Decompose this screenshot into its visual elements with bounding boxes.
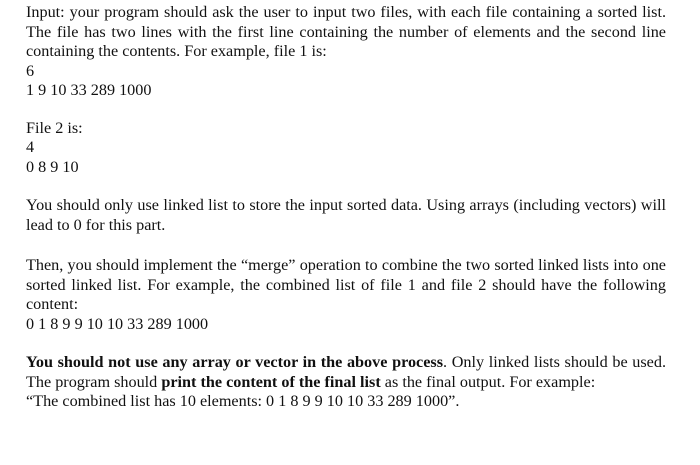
input-instructions: Input: your program should ask the user to input two files, with each file containing a sorted list. The file has two lines with the first line containing the number of elements and the second line containing the contents. For example, file 1 is: — [26, 3, 666, 60]
file1-count: 6 — [26, 61, 35, 80]
linked-list-requirement: You should only use linked list to store the input sorted data. Using arrays (including vectors) will lead to 0 for this part. — [26, 196, 666, 234]
print-final-list-emphasis: print the content of the final list — [161, 372, 381, 391]
combined-list: 0 1 8 9 9 10 10 33 289 1000 — [26, 314, 209, 333]
file2-contents: 0 8 9 10 — [26, 157, 79, 176]
file2-count: 4 — [26, 138, 35, 156]
file2-label: File 2 is: — [26, 118, 83, 137]
assignment-document — [26, 3, 666, 412]
example-output: “The combined list has 10 elements: 0 1 8 9 9 10 10 33 289 1000”. — [26, 392, 460, 410]
linked-lists-only-text: . Only linked lists should be used. The program should — [26, 353, 666, 391]
file1-contents: 1 9 10 33 289 1000 — [26, 81, 152, 99]
no-array-warning: You should not use any array or vector in the above process — [26, 353, 444, 371]
final-output-instructions — [26, 353, 666, 392]
merge-instructions: Then, you should implement the “merge” operation to combine the two sorted linked lists into one sorted linked list. For example, the combined list of file 1 and file 2 should have the following content: — [26, 256, 666, 313]
final-output-text: as the final output. For example: — [380, 372, 596, 391]
